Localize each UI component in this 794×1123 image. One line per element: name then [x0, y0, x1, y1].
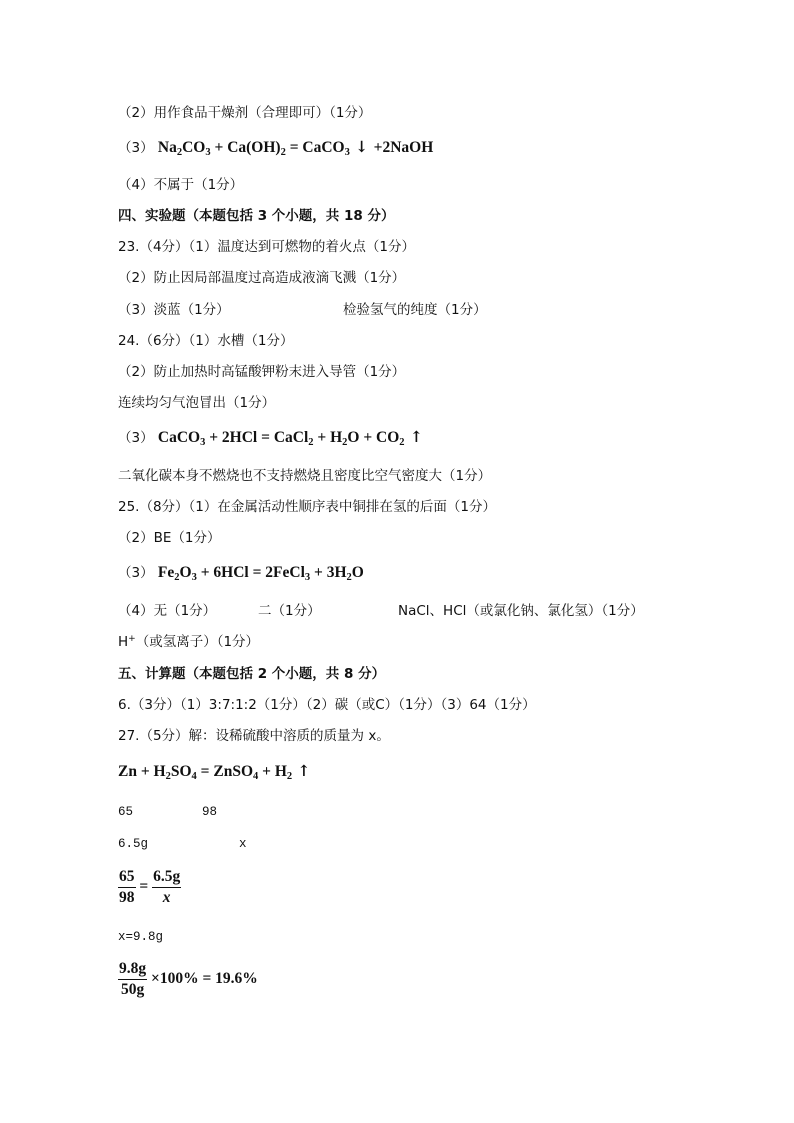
- line-25-4d: H+（或氢离子）（1分）: [118, 634, 260, 650]
- equation-na2co3: [118, 138, 433, 157]
- section-heading-calculation: 五、计算题（本题包括 2 个小题，共 8 分）: [118, 666, 386, 682]
- line-25-4b: 二（1分）: [258, 603, 321, 619]
- item-label: （3）: [118, 140, 154, 156]
- proportion-fraction: $\frac{65}{98}$ = $\frac{6.5g}{x}$: [119, 868, 181, 906]
- ratio-65: 65: [118, 805, 134, 819]
- fraction-mass: $\frac{9.8g}{50g}$: [119, 960, 147, 998]
- line-24-1: 24.（6分）（1）水槽（1分）: [118, 333, 294, 349]
- line-24-2: （2）防止加热时高锰酸钾粉末进入导管（1分）: [118, 364, 406, 380]
- chem-equation: $Na_2CO_3 + Ca(OH)_2$ = CaCO$_3$ ↓ +2NaOH: [157, 137, 434, 158]
- line-23-1: 23.（4分）（1）温度达到可燃物的着火点（1分）: [118, 239, 415, 255]
- ratio-98: 98: [202, 805, 218, 819]
- line-4-4: （4）不属于（1分）: [118, 177, 244, 193]
- item-label: （3）: [118, 430, 154, 446]
- line-4-2: （2）用作食品干燥剂（合理即可）（1分）: [118, 105, 372, 121]
- percentage-fraction: $\frac{9.8g}{50g}$ ×100% = 19.6%: [119, 960, 258, 998]
- down-arrow-icon: ↓: [349, 137, 374, 156]
- item-label: （3）: [118, 565, 154, 581]
- equation-fe2o3: [118, 564, 364, 582]
- equation-caco3: [118, 428, 423, 447]
- equation-zn-h2so4: $Zn + H_2SO_4$ = ZnSO$_4$ + $H_2$ ↑: [118, 761, 311, 782]
- line-24-2b: 连续均匀气泡冒出（1分）: [118, 395, 276, 411]
- mass-6-5g: 6.5g: [118, 837, 149, 851]
- line-26: 6.（3分）（1）3:7:1:2（1分）（2）碳（或C）（1分）（3）64（1分）: [118, 697, 536, 713]
- up-arrow-icon: ↑: [404, 427, 423, 446]
- chem-equation: CaCO$_3$ + 2HCl = CaCl$_2$ + $H_2O + CO_2$ ↑: [157, 427, 423, 448]
- line-23-3a: （3）淡蓝（1分）: [118, 302, 230, 318]
- line-24-3b: 二氧化碳本身不燃烧也不支持燃烧且密度比空气密度大（1分）: [118, 468, 492, 484]
- fraction-left: $\frac{65}{98}$: [119, 868, 135, 906]
- line-23-3b: 检验氢气的纯度（1分）: [343, 302, 487, 318]
- result-x: x=9.8g: [118, 930, 164, 944]
- line-25-1: 25.（8分）（1）在金属活动性顺序表中铜排在氢的后面（1分）: [118, 499, 496, 515]
- line-23-2: （2）防止因局部温度过高造成液滴飞溅（1分）: [118, 270, 406, 286]
- line-25-4c: NaCl、HCl（或氯化钠、氯化氢）（1分）: [398, 603, 644, 619]
- mass-x: x: [239, 837, 247, 851]
- line-27-intro: 27.（5分）解：设稀硫酸中溶质的质量为 x。: [118, 728, 390, 744]
- line-25-2: （2）BE（1分）: [118, 530, 221, 546]
- up-arrow-icon: ↑: [292, 761, 311, 780]
- line-25-4a: （4）无（1分）: [118, 603, 217, 619]
- fraction-right: $\frac{6.5g}{x}$: [153, 868, 181, 906]
- section-heading-experiment: 四、实验题（本题包括 3 个小题，共 18 分）: [118, 208, 395, 224]
- chem-equation: $Fe_2O_3 + 6HCl$ = 2FeCl$_3$ + $3H_2O$: [157, 564, 364, 583]
